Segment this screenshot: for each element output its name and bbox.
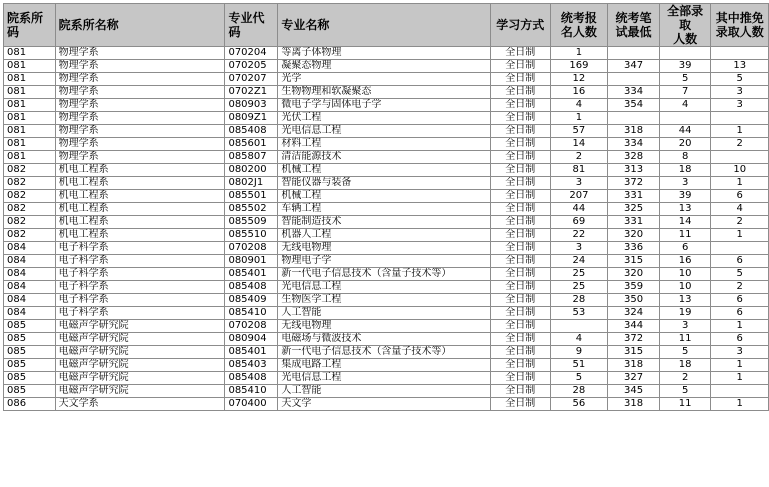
recommended-admitted-cell [711,47,769,60]
major-name-cell: 电磁场与微波技术 [278,333,491,346]
dept-name-cell: 电磁声学研究院 [55,359,225,372]
applicants-cell: 24 [550,255,608,268]
total-admitted-cell: 5 [659,385,711,398]
applicants-cell: 53 [550,307,608,320]
total-admitted-cell: 5 [659,346,711,359]
table-row [4,190,769,203]
min-score-cell: 328 [608,151,660,164]
min-score-cell: 315 [608,346,660,359]
major-code-cell: 080200 [225,164,278,177]
dept-code-cell: 084 [4,255,56,268]
table-body [4,47,769,411]
dept-code-cell: 082 [4,216,56,229]
applicants-cell: 28 [550,385,608,398]
study-mode-cell: 全日制 [490,151,550,164]
major-code-cell: 085601 [225,138,278,151]
recommended-admitted-cell [711,385,769,398]
major-code-cell: 080904 [225,333,278,346]
major-name-cell: 光电信息工程 [278,281,491,294]
study-mode-cell: 全日制 [490,398,550,411]
major-code-cell: 070400 [225,398,278,411]
col-header-min-score: 统考笔 试最低 [608,4,660,47]
recommended-admitted-cell: 1 [711,359,769,372]
major-name-cell: 机械工程 [278,190,491,203]
study-mode-cell: 全日制 [490,372,550,385]
major-name-cell: 新一代电子信息技术（含量子技术等） [278,268,491,281]
total-admitted-cell: 10 [659,268,711,281]
min-score-cell: 354 [608,99,660,112]
major-code-cell: 070208 [225,242,278,255]
total-admitted-cell [659,112,711,125]
dept-code-cell: 085 [4,333,56,346]
total-admitted-cell: 18 [659,164,711,177]
table-row [4,372,769,385]
study-mode-cell: 全日制 [490,385,550,398]
dept-name-cell: 机电工程系 [55,229,225,242]
table-row [4,177,769,190]
major-name-cell: 车辆工程 [278,203,491,216]
applicants-cell: 22 [550,229,608,242]
applicants-cell: 4 [550,99,608,112]
recommended-admitted-cell: 2 [711,216,769,229]
study-mode-cell: 全日制 [490,359,550,372]
applicants-cell: 25 [550,281,608,294]
major-name-cell: 智能仪器与装备 [278,177,491,190]
recommended-admitted-cell: 3 [711,86,769,99]
major-name-cell: 材料工程 [278,138,491,151]
major-name-cell: 物理电子学 [278,255,491,268]
major-code-cell: 070204 [225,47,278,60]
major-code-cell: 0809Z1 [225,112,278,125]
major-name-cell: 生物医学工程 [278,294,491,307]
study-mode-cell: 全日制 [490,281,550,294]
dept-name-cell: 物理学系 [55,138,225,151]
recommended-admitted-cell: 2 [711,281,769,294]
total-admitted-cell: 13 [659,203,711,216]
total-admitted-cell: 16 [659,255,711,268]
recommended-admitted-cell: 5 [711,73,769,86]
major-code-cell: 085401 [225,268,278,281]
dept-name-cell: 物理学系 [55,73,225,86]
study-mode-cell: 全日制 [490,125,550,138]
recommended-admitted-cell: 5 [711,268,769,281]
major-code-cell: 085501 [225,190,278,203]
dept-code-cell: 085 [4,372,56,385]
dept-name-cell: 电子科学系 [55,242,225,255]
applicants-cell: 69 [550,216,608,229]
applicants-cell: 81 [550,164,608,177]
min-score-cell: 313 [608,164,660,177]
applicants-cell: 28 [550,294,608,307]
col-header-total-admitted: 全部录取 人数 [659,4,711,47]
total-admitted-cell: 13 [659,294,711,307]
dept-name-cell: 电子科学系 [55,307,225,320]
recommended-admitted-cell: 1 [711,177,769,190]
recommended-admitted-cell: 2 [711,138,769,151]
total-admitted-cell: 11 [659,333,711,346]
major-name-cell: 机械工程 [278,164,491,177]
total-admitted-cell: 11 [659,229,711,242]
total-admitted-cell: 10 [659,281,711,294]
major-code-cell: 085401 [225,346,278,359]
dept-code-cell: 081 [4,47,56,60]
table-row [4,307,769,320]
recommended-admitted-cell: 4 [711,203,769,216]
total-admitted-cell: 14 [659,216,711,229]
study-mode-cell: 全日制 [490,242,550,255]
major-code-cell: 070207 [225,73,278,86]
header-row [4,4,769,47]
col-header-study-mode: 学习方式 [490,4,550,47]
dept-name-cell: 电磁声学研究院 [55,333,225,346]
recommended-admitted-cell: 1 [711,125,769,138]
major-code-cell: 085408 [225,372,278,385]
major-name-cell: 无线电物理 [278,242,491,255]
min-score-cell: 331 [608,216,660,229]
total-admitted-cell: 11 [659,398,711,411]
dept-code-cell: 082 [4,190,56,203]
study-mode-cell: 全日制 [490,138,550,151]
study-mode-cell: 全日制 [490,60,550,73]
recommended-admitted-cell: 1 [711,229,769,242]
dept-name-cell: 物理学系 [55,112,225,125]
col-header-dept-code: 院系所码 [4,4,56,47]
major-code-cell: 0802J1 [225,177,278,190]
dept-code-cell: 081 [4,73,56,86]
dept-name-cell: 电子科学系 [55,294,225,307]
table-row [4,125,769,138]
dept-name-cell: 物理学系 [55,99,225,112]
table-row [4,398,769,411]
applicants-cell [550,320,608,333]
applicants-cell: 44 [550,203,608,216]
applicants-cell: 57 [550,125,608,138]
dept-code-cell: 085 [4,346,56,359]
dept-name-cell: 机电工程系 [55,164,225,177]
applicants-cell: 14 [550,138,608,151]
study-mode-cell: 全日制 [490,346,550,359]
major-name-cell: 人工智能 [278,307,491,320]
study-mode-cell: 全日制 [490,333,550,346]
recommended-admitted-cell: 6 [711,255,769,268]
dept-code-cell: 081 [4,125,56,138]
dept-name-cell: 机电工程系 [55,177,225,190]
major-code-cell: 085509 [225,216,278,229]
dept-name-cell: 电磁声学研究院 [55,385,225,398]
study-mode-cell: 全日制 [490,268,550,281]
study-mode-cell: 全日制 [490,203,550,216]
dept-name-cell: 物理学系 [55,47,225,60]
min-score-cell: 331 [608,190,660,203]
min-score-cell: 347 [608,60,660,73]
min-score-cell: 318 [608,125,660,138]
dept-code-cell: 085 [4,359,56,372]
dept-code-cell: 081 [4,138,56,151]
min-score-cell: 372 [608,333,660,346]
table-row [4,359,769,372]
study-mode-cell: 全日制 [490,73,550,86]
major-code-cell: 085403 [225,359,278,372]
min-score-cell [608,112,660,125]
table-row [4,164,769,177]
major-name-cell: 天文学 [278,398,491,411]
col-header-major-code: 专业代码 [225,4,278,47]
study-mode-cell: 全日制 [490,229,550,242]
min-score-cell [608,47,660,60]
dept-code-cell: 081 [4,99,56,112]
applicants-cell: 2 [550,151,608,164]
dept-code-cell: 081 [4,86,56,99]
table-row [4,99,769,112]
total-admitted-cell [659,47,711,60]
major-code-cell: 070208 [225,320,278,333]
min-score-cell: 318 [608,398,660,411]
applicants-cell: 1 [550,47,608,60]
recommended-admitted-cell: 1 [711,320,769,333]
table-row [4,320,769,333]
total-admitted-cell: 3 [659,320,711,333]
dept-name-cell: 天文学系 [55,398,225,411]
major-name-cell: 清洁能源技术 [278,151,491,164]
table-row [4,294,769,307]
major-name-cell: 生物物理和软凝聚态 [278,86,491,99]
major-name-cell: 等离子体物理 [278,47,491,60]
table-row [4,385,769,398]
major-code-cell: 085410 [225,385,278,398]
col-header-applicants: 统考报 名人数 [550,4,608,47]
total-admitted-cell: 39 [659,190,711,203]
table-row [4,346,769,359]
dept-code-cell: 081 [4,60,56,73]
table-row [4,216,769,229]
major-name-cell: 光电信息工程 [278,125,491,138]
dept-code-cell: 085 [4,320,56,333]
applicants-cell: 56 [550,398,608,411]
major-name-cell: 凝聚态物理 [278,60,491,73]
table-row [4,203,769,216]
total-admitted-cell: 20 [659,138,711,151]
min-score-cell: 359 [608,281,660,294]
dept-name-cell: 电子科学系 [55,255,225,268]
table-row [4,229,769,242]
dept-name-cell: 机电工程系 [55,216,225,229]
recommended-admitted-cell: 1 [711,372,769,385]
table-row [4,73,769,86]
dept-name-cell: 电磁声学研究院 [55,346,225,359]
applicants-cell: 169 [550,60,608,73]
min-score-cell: 344 [608,320,660,333]
study-mode-cell: 全日制 [490,255,550,268]
recommended-admitted-cell: 3 [711,346,769,359]
dept-name-cell: 电子科学系 [55,281,225,294]
study-mode-cell: 全日制 [490,216,550,229]
dept-name-cell: 机电工程系 [55,203,225,216]
min-score-cell: 324 [608,307,660,320]
recommended-admitted-cell: 6 [711,333,769,346]
applicants-cell: 1 [550,112,608,125]
dept-name-cell: 物理学系 [55,86,225,99]
study-mode-cell: 全日制 [490,86,550,99]
min-score-cell: 318 [608,359,660,372]
major-name-cell: 无线电物理 [278,320,491,333]
dept-code-cell: 086 [4,398,56,411]
table-row [4,268,769,281]
min-score-cell: 320 [608,268,660,281]
applicants-cell: 3 [550,177,608,190]
major-code-cell: 085408 [225,281,278,294]
total-admitted-cell: 7 [659,86,711,99]
total-admitted-cell: 4 [659,99,711,112]
dept-code-cell: 081 [4,112,56,125]
study-mode-cell: 全日制 [490,294,550,307]
major-code-cell: 085502 [225,203,278,216]
applicants-cell: 3 [550,242,608,255]
applicants-cell: 207 [550,190,608,203]
total-admitted-cell: 39 [659,60,711,73]
col-header-recommended-admitted: 其中推免 录取人数 [711,4,769,47]
dept-code-cell: 084 [4,242,56,255]
dept-code-cell: 084 [4,294,56,307]
recommended-admitted-cell: 6 [711,307,769,320]
dept-code-cell: 085 [4,385,56,398]
table-row [4,112,769,125]
min-score-cell: 334 [608,138,660,151]
major-code-cell: 070205 [225,60,278,73]
study-mode-cell: 全日制 [490,320,550,333]
recommended-admitted-cell: 13 [711,60,769,73]
table-row [4,47,769,60]
major-name-cell: 机器人工程 [278,229,491,242]
min-score-cell: 345 [608,385,660,398]
recommended-admitted-cell [711,112,769,125]
dept-code-cell: 082 [4,203,56,216]
dept-code-cell: 082 [4,177,56,190]
total-admitted-cell: 18 [659,359,711,372]
study-mode-cell: 全日制 [490,99,550,112]
recommended-admitted-cell: 6 [711,294,769,307]
dept-code-cell: 084 [4,307,56,320]
dept-name-cell: 物理学系 [55,125,225,138]
major-name-cell: 光伏工程 [278,112,491,125]
study-mode-cell: 全日制 [490,47,550,60]
recommended-admitted-cell: 3 [711,99,769,112]
dept-name-cell: 电磁声学研究院 [55,372,225,385]
total-admitted-cell: 2 [659,372,711,385]
recommended-admitted-cell: 10 [711,164,769,177]
major-code-cell: 085408 [225,125,278,138]
major-code-cell: 085409 [225,294,278,307]
major-code-cell: 080901 [225,255,278,268]
major-name-cell: 智能制造技术 [278,216,491,229]
study-mode-cell: 全日制 [490,177,550,190]
major-name-cell: 微电子学与固体电子学 [278,99,491,112]
min-score-cell: 334 [608,86,660,99]
table-row [4,281,769,294]
dept-name-cell: 机电工程系 [55,190,225,203]
study-mode-cell: 全日制 [490,112,550,125]
recommended-admitted-cell: 1 [711,398,769,411]
col-header-dept-name: 院系所名称 [55,4,225,47]
major-name-cell: 人工智能 [278,385,491,398]
table-row [4,151,769,164]
major-name-cell: 光学 [278,73,491,86]
applicants-cell: 12 [550,73,608,86]
dept-name-cell: 电子科学系 [55,268,225,281]
applicants-cell: 51 [550,359,608,372]
study-mode-cell: 全日制 [490,307,550,320]
total-admitted-cell: 44 [659,125,711,138]
dept-code-cell: 082 [4,229,56,242]
major-code-cell: 085410 [225,307,278,320]
total-admitted-cell: 19 [659,307,711,320]
major-code-cell: 080903 [225,99,278,112]
major-code-cell: 085807 [225,151,278,164]
min-score-cell [608,73,660,86]
min-score-cell: 315 [608,255,660,268]
applicants-cell: 5 [550,372,608,385]
min-score-cell: 336 [608,242,660,255]
table-row [4,255,769,268]
major-code-cell: 0702Z1 [225,86,278,99]
min-score-cell: 350 [608,294,660,307]
min-score-cell: 325 [608,203,660,216]
dept-name-cell: 电磁声学研究院 [55,320,225,333]
major-name-cell: 新一代电子信息技术（含量子技术等） [278,346,491,359]
table-row [4,86,769,99]
applicants-cell: 9 [550,346,608,359]
min-score-cell: 372 [608,177,660,190]
total-admitted-cell: 8 [659,151,711,164]
table-row [4,60,769,73]
dept-code-cell: 084 [4,281,56,294]
major-code-cell: 085510 [225,229,278,242]
table-row [4,333,769,346]
major-name-cell: 光电信息工程 [278,372,491,385]
table-header [4,4,769,47]
min-score-cell: 320 [608,229,660,242]
table-row [4,242,769,255]
applicants-cell: 25 [550,268,608,281]
col-header-major-name: 专业名称 [278,4,491,47]
dept-name-cell: 物理学系 [55,60,225,73]
study-mode-cell: 全日制 [490,164,550,177]
applicants-cell: 16 [550,86,608,99]
total-admitted-cell: 6 [659,242,711,255]
major-name-cell: 集成电路工程 [278,359,491,372]
dept-code-cell: 084 [4,268,56,281]
admissions-table [3,3,769,411]
recommended-admitted-cell [711,151,769,164]
dept-code-cell: 082 [4,164,56,177]
total-admitted-cell: 5 [659,73,711,86]
total-admitted-cell: 3 [659,177,711,190]
dept-name-cell: 物理学系 [55,151,225,164]
table-row [4,138,769,151]
recommended-admitted-cell: 6 [711,190,769,203]
study-mode-cell: 全日制 [490,190,550,203]
min-score-cell: 327 [608,372,660,385]
dept-code-cell: 081 [4,151,56,164]
recommended-admitted-cell [711,242,769,255]
applicants-cell: 4 [550,333,608,346]
